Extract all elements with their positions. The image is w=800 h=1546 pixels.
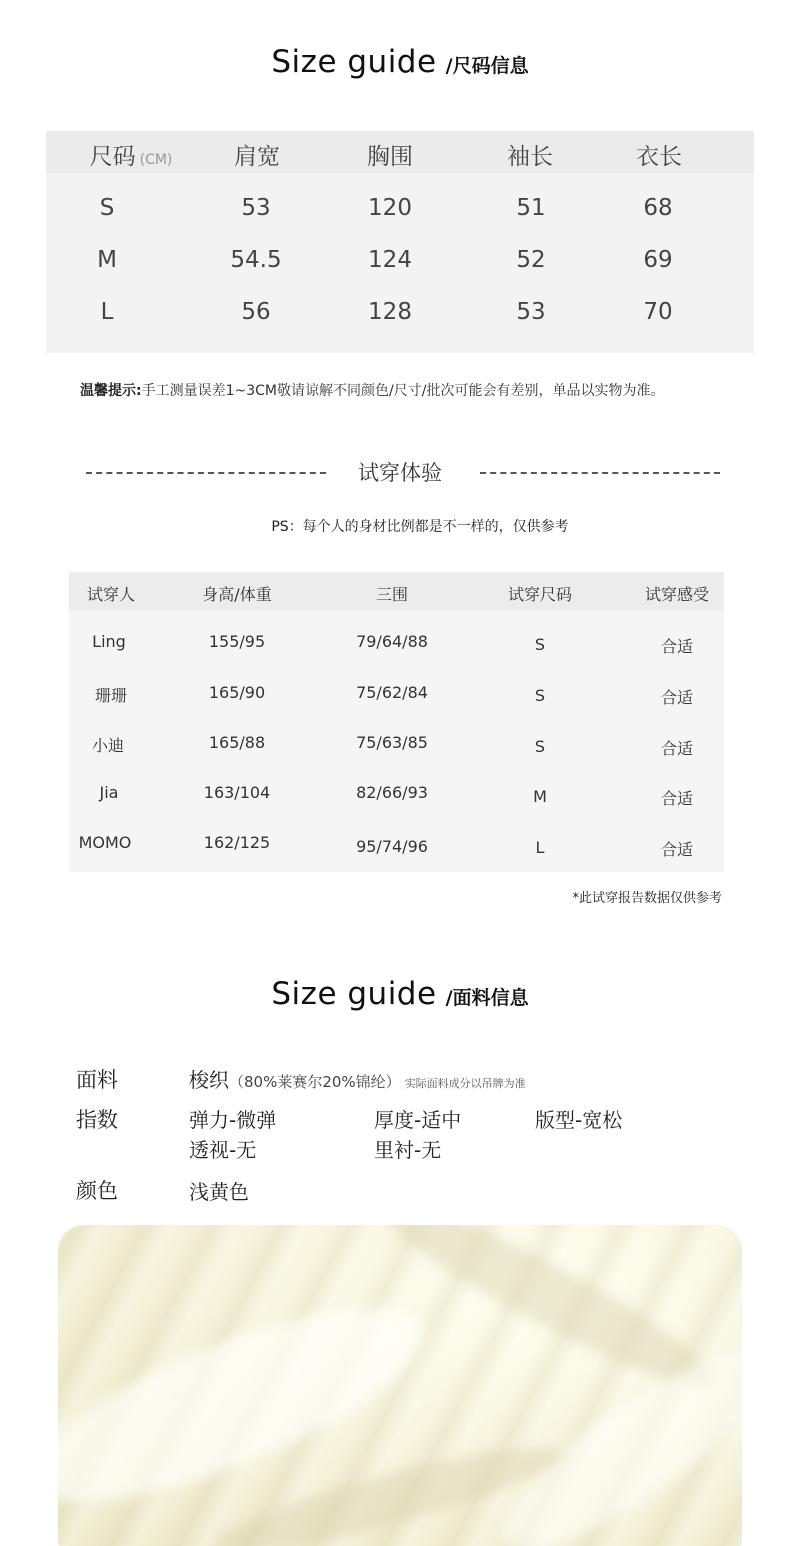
trial-cell-size: L <box>535 838 545 857</box>
size-cell-shoulder: 53 <box>241 195 271 221</box>
size-guide-heading: Size guide <box>271 44 437 80</box>
trial-cell-height-weight: 165/90 <box>208 683 266 702</box>
trial-cell-size: S <box>534 635 546 654</box>
index-sheerness: 透视-无 <box>189 1138 257 1162</box>
size-cell-length: 69 <box>643 247 673 273</box>
table-row <box>69 783 724 833</box>
size-cell-sleeve: 51 <box>516 195 546 221</box>
fabric-value <box>189 1064 526 1093</box>
trial-table <box>69 572 724 872</box>
index-lining: 里衬-无 <box>374 1138 442 1162</box>
trial-cell-size: S <box>534 686 546 705</box>
trial-cell-height-weight: 155/95 <box>208 632 266 651</box>
color-value: 浅黄色 <box>189 1180 249 1204</box>
index-label: 指数 <box>76 1108 118 1132</box>
size-table <box>46 131 754 353</box>
trial-header-measurements: 三围 <box>375 585 409 604</box>
trial-table-header <box>69 572 724 610</box>
table-row <box>69 733 724 783</box>
fabric-composition: （80%莱赛尔20%锦纶） <box>229 1073 401 1091</box>
size-header-length: 衣长 <box>636 144 682 170</box>
trial-cell-tester: MOMO <box>78 833 132 852</box>
trial-cell-feeling: 合适 <box>660 789 694 808</box>
table-row <box>69 833 724 883</box>
trial-cell-height-weight: 163/104 <box>203 783 271 802</box>
notice-text: 手工测量误差1~3CM敬请谅解不同颜色/尺寸/批次可能会有差别，单品以实物为准。 <box>141 383 665 399</box>
fabric-note: 实际面料成分以吊牌为准 <box>404 1077 526 1090</box>
size-cell-size: S <box>99 195 115 221</box>
trial-cell-measurements: 95/74/96 <box>356 837 428 856</box>
trial-title: 试穿体验 <box>358 461 442 485</box>
size-cell-size: M <box>97 247 117 273</box>
size-cell-shoulder: 54.5 <box>230 247 282 273</box>
fabric-guide-title <box>0 976 800 1012</box>
size-header-size <box>90 138 173 171</box>
fabric-guide-heading: Size guide <box>271 976 437 1012</box>
fabric-name: 梭织 <box>189 1068 229 1092</box>
size-header-unit: (CM) <box>139 152 173 168</box>
trial-divider <box>0 457 800 489</box>
size-cell-chest: 124 <box>368 247 412 273</box>
size-header-label: 尺码 <box>89 144 136 170</box>
trial-cell-measurements: 82/66/93 <box>356 783 428 802</box>
size-cell-length: 68 <box>643 195 673 221</box>
trial-cell-measurements: 75/63/85 <box>356 733 428 752</box>
size-row <box>46 247 754 299</box>
divider-line-right <box>480 472 720 474</box>
size-row <box>46 195 754 247</box>
size-cell-length: 70 <box>643 299 673 325</box>
size-cell-sleeve: 52 <box>516 247 546 273</box>
size-cell-size: L <box>100 299 114 325</box>
trial-ps-note: PS：每个人的身材比例都是不一样的，仅供参考 <box>271 519 569 535</box>
index-thickness: 厚度-适中 <box>374 1108 462 1132</box>
size-header-shoulder: 肩宽 <box>234 144 280 170</box>
index-elasticity: 弹力-微弹 <box>189 1108 277 1132</box>
fabric-guide-subheading: /面料信息 <box>445 987 529 1009</box>
trial-cell-tester: 珊珊 <box>94 686 128 705</box>
size-header-sleeve: 袖长 <box>507 144 553 170</box>
fabric-label: 面料 <box>76 1068 118 1092</box>
size-cell-shoulder: 56 <box>241 299 271 325</box>
size-guide-subheading: /尺码信息 <box>445 55 529 77</box>
trial-cell-feeling: 合适 <box>660 840 694 859</box>
trial-cell-measurements: 75/62/84 <box>356 683 428 702</box>
table-row <box>69 632 724 682</box>
fabric-swatch-image <box>58 1225 742 1546</box>
trial-cell-feeling: 合适 <box>660 688 694 707</box>
trial-cell-height-weight: 165/88 <box>208 733 266 752</box>
trial-header-height-weight: 身高/体重 <box>202 585 272 604</box>
measurement-notice <box>80 380 664 400</box>
trial-header-size: 试穿尺码 <box>507 585 573 604</box>
size-cell-chest: 120 <box>368 195 412 221</box>
trial-header-tester: 试穿人 <box>86 585 136 604</box>
trial-cell-measurements: 79/64/88 <box>356 632 428 651</box>
notice-label: 温馨提示: <box>80 383 142 399</box>
trial-cell-tester: Jia <box>99 783 119 802</box>
size-guide-title <box>0 44 800 80</box>
color-label: 颜色 <box>76 1179 118 1203</box>
size-cell-sleeve: 53 <box>516 299 546 325</box>
trial-header-feeling: 试穿感受 <box>644 585 710 604</box>
trial-cell-size: M <box>533 787 547 806</box>
trial-footnote: *此试穿报告数据仅供参考 <box>572 891 722 906</box>
table-row <box>69 683 724 733</box>
trial-cell-tester: 小迪 <box>91 736 125 755</box>
size-header-chest: 胸围 <box>367 144 413 170</box>
trial-cell-height-weight: 162/125 <box>203 833 271 852</box>
size-cell-chest: 128 <box>368 299 412 325</box>
size-table-header <box>46 131 754 173</box>
trial-cell-feeling: 合适 <box>660 739 694 758</box>
index-fit: 版型-宽松 <box>535 1108 623 1132</box>
trial-cell-tester: Ling <box>92 632 126 651</box>
trial-cell-feeling: 合适 <box>660 637 694 656</box>
trial-cell-size: S <box>534 737 546 756</box>
size-row <box>46 299 754 351</box>
